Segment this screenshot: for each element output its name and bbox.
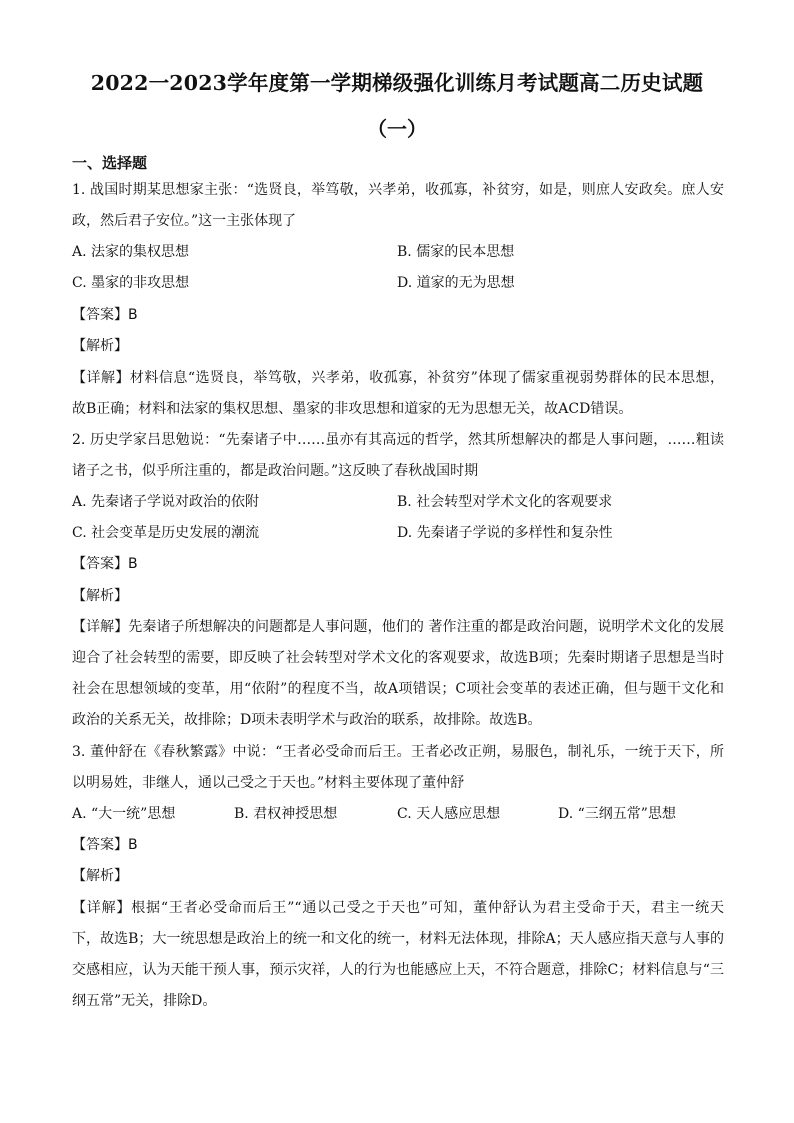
question-3-analysis-label: 【解析】 bbox=[72, 868, 128, 884]
page-title: 2022一2023学年度第一学期梯级强化训练月考试题高二历史试题 bbox=[90, 71, 704, 95]
question-3-detail-line: 【详解】根据“王者必受命而后王”“通以己受之于天也”可知，董仲舒认为君主受命于天，君主一统天 bbox=[72, 900, 724, 916]
question-2-detail-line: 【详解】先秦诸子所想解决的问题都是人事问题，他们的 著作注重的都是政治问题，说明学术文化的发展 bbox=[72, 619, 724, 635]
question-3-stem-line: 以明易姓，非继人，通以己受之于天也。”材料主要体现了董仲舒 bbox=[72, 775, 465, 791]
question-3-option-d: D. “三纲五常”思想 bbox=[558, 806, 676, 822]
question-2-answer: 【答案】B bbox=[72, 556, 138, 572]
question-2-detail-line: 迎合了社会转型的需要，即反映了社会转型对学术文化的客观要求，故选B项；先秦时期诸子思想是当时 bbox=[72, 650, 724, 666]
question-3-answer: 【答案】B bbox=[72, 837, 138, 853]
section-heading: 一、选择题 bbox=[72, 154, 148, 172]
question-2-detail-line: 政治的关系无关，故排除；D项未表明学术与政治的联系，故排除。故选B。 bbox=[72, 712, 542, 728]
question-3-option-a: A. “大一统”思想 bbox=[72, 806, 176, 822]
question-3-option-b: B. 君权神授思想 bbox=[234, 806, 338, 822]
question-1-option-c: C. 墨家的非攻思想 bbox=[72, 275, 190, 291]
question-3-stem-line: 3. 董仲舒在《春秋繁露》中说：“王者必受命而后王。王者必改正朔，易服色，制礼乐，一统于天下，所 bbox=[72, 744, 724, 760]
question-1-detail-line: 故B正确；材料和法家的集权思想、墨家的非攻思想和道家的无为思想无关，故ACD错误。 bbox=[72, 401, 633, 417]
question-3-option-c: C. 天人感应思想 bbox=[397, 806, 501, 822]
question-2-option-b: B. 社会转型对学术文化的客观要求 bbox=[397, 494, 613, 510]
question-2-stem-line: 2. 历史学家吕思勉说：“先秦诸子中……虽亦有其高远的哲学，然其所想解决的都是人事问题，……粗读 bbox=[72, 432, 724, 448]
question-2-analysis-label: 【解析】 bbox=[72, 588, 128, 604]
question-1-option-b: B. 儒家的民本思想 bbox=[397, 244, 515, 260]
question-2-stem-line: 诸子之书，似乎所注重的，都是政治问题。”这反映了春秋战国时期 bbox=[72, 463, 479, 479]
question-3-detail-line: 下，故选B；大一统思想是政治上的统一和文化的统一，材料无法体现，排除A；天人感应指天意与人事的 bbox=[72, 931, 724, 947]
page-subtitle: （一） bbox=[367, 117, 427, 141]
question-1-analysis-label: 【解析】 bbox=[72, 338, 128, 354]
question-2-option-a: A. 先秦诸子学说对政治的依附 bbox=[72, 494, 260, 510]
question-3-detail-line: 纲五常”无关，排除D。 bbox=[72, 993, 217, 1009]
question-2-option-c: C. 社会变革是历史发展的潮流 bbox=[72, 525, 260, 541]
question-1-answer: 【答案】B bbox=[72, 307, 138, 323]
question-2-detail-line: 社会在思想领域的变革，用“依附”的程度不当，故A项错误；C项社会变革的表述正确，但与题干文化和 bbox=[72, 681, 724, 697]
question-1-stem-line: 政，然后君子安位。”这一主张体现了 bbox=[72, 213, 297, 229]
question-1-option-a: A. 法家的集权思想 bbox=[72, 244, 190, 260]
question-1-detail-line: 【详解】材料信息“选贤良，举笃敬，兴孝弟，收孤寡，补贫穷”体现了儒家重视弱势群体的民本思想， bbox=[72, 370, 724, 386]
question-2-option-d: D. 先秦诸子学说的多样性和复杂性 bbox=[397, 525, 613, 541]
question-1-stem-line: 1. 战国时期某思想家主张：“选贤良，举笃敬，兴孝弟，收孤寡，补贫穷，如是，则庶人安政矣。庶人安 bbox=[72, 182, 724, 198]
question-1-option-d: D. 道家的无为思想 bbox=[397, 275, 515, 291]
question-3-detail-line: 交感相应，认为天能干预人事，预示灾祥，人的行为也能感应上天，不符合题意，排除C；材料信息与“三 bbox=[72, 962, 724, 978]
